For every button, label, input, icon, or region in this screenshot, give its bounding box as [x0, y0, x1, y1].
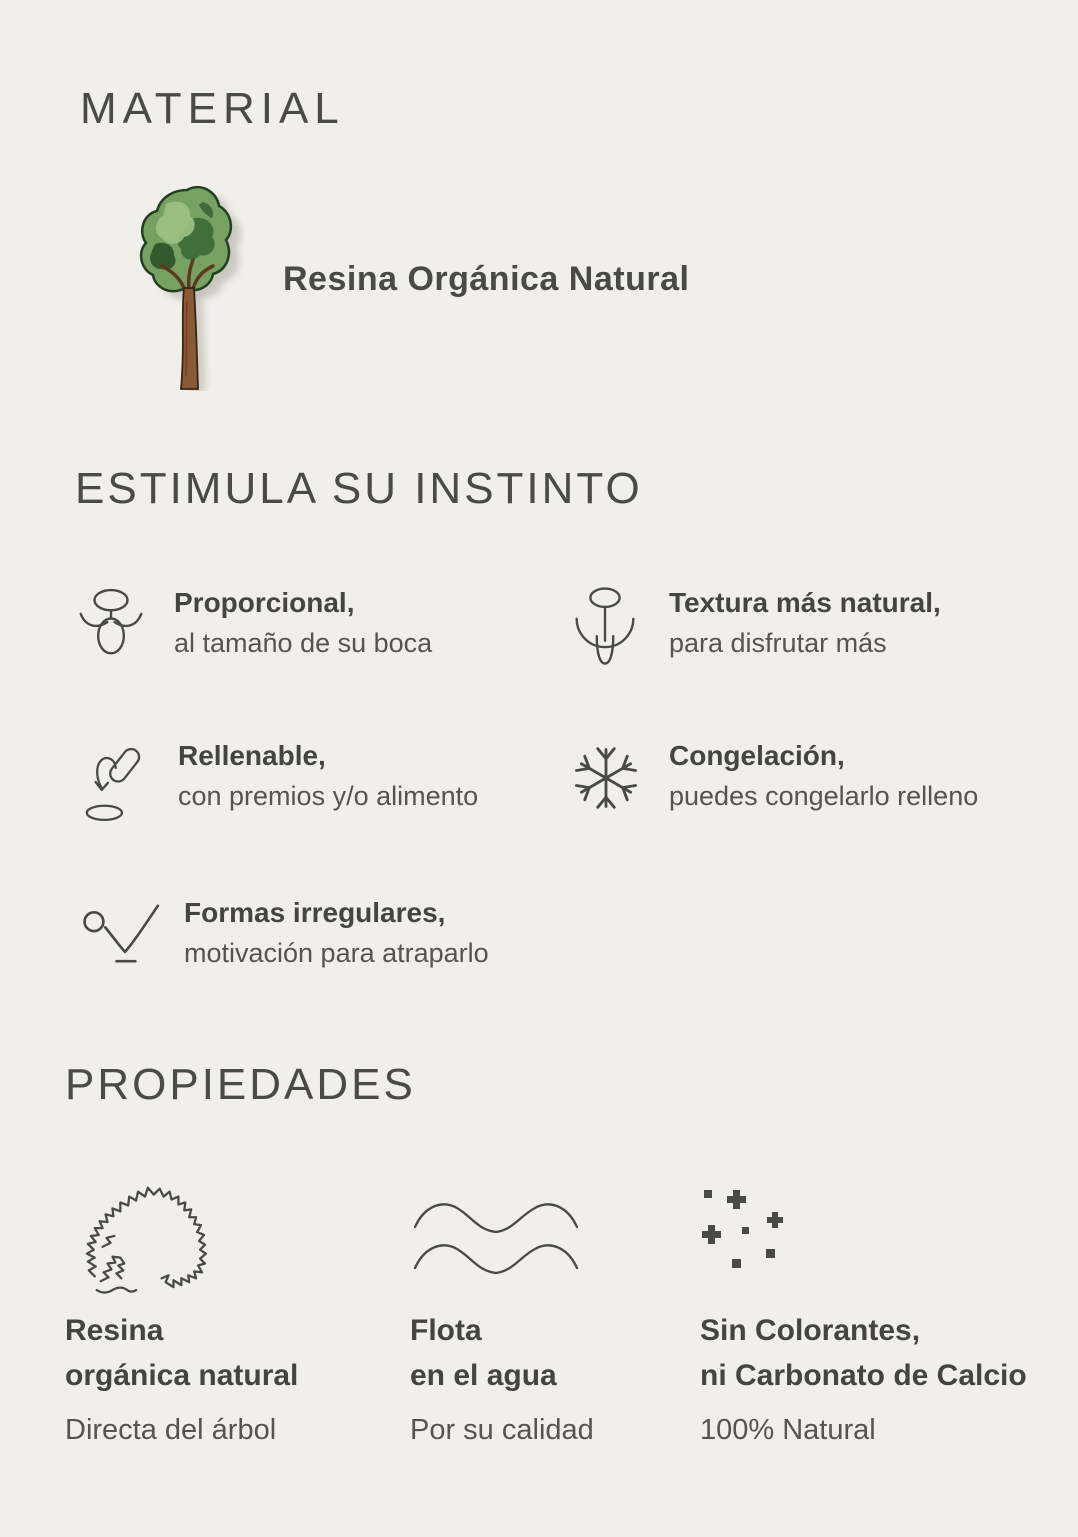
feature-subtitle: con premios y/o alimento	[178, 781, 479, 811]
property-title: Sin Colorantes, ni Carbonato de Calcio	[700, 1314, 1027, 1392]
feature-subtitle: motivación para atraparlo	[184, 938, 489, 968]
property-resin	[65, 1170, 410, 1447]
feature-subtitle: para disfrutar más	[669, 628, 887, 658]
feature-subtitle: al tamaño de su boca	[174, 628, 433, 658]
feature-texture	[573, 583, 1018, 676]
feature-proportional	[78, 583, 573, 676]
watercolor-tree-illustration	[133, 176, 245, 391]
resin-blob-outline-icon	[65, 1170, 410, 1308]
anchor-texture-icon	[573, 583, 657, 676]
material-label: Resina Orgánica Natural	[283, 260, 690, 298]
material-heading: MATERIAL	[80, 84, 345, 133]
property-subtitle: Por su calidad	[410, 1414, 594, 1446]
feature-refillable	[78, 736, 573, 833]
feature-irregular-shapes	[78, 893, 573, 981]
water-waves-icon	[410, 1170, 700, 1308]
property-floats	[410, 1170, 700, 1447]
feature-freezing	[573, 736, 1018, 833]
instinct-feature-list	[78, 583, 1018, 981]
bounce-catch-icon	[78, 893, 172, 978]
property-no-colorants	[700, 1170, 1045, 1447]
property-subtitle: Directa del árbol	[65, 1414, 277, 1446]
refillable-treat-icon	[78, 736, 166, 833]
instinct-heading: ESTIMULA SU INSTINTO	[75, 464, 643, 513]
feature-title: Congelación,	[669, 740, 845, 771]
snowflake-icon	[573, 736, 657, 825]
feature-title: Formas irregulares,	[184, 897, 446, 928]
properties-heading: PROPIEDADES	[65, 1060, 416, 1109]
feature-title: Textura más natural,	[669, 587, 941, 618]
properties-list	[65, 1170, 1045, 1447]
property-title: Resina orgánica natural	[65, 1314, 299, 1392]
feature-subtitle: puedes congelarlo relleno	[669, 781, 979, 811]
dog-snout-icon	[78, 583, 162, 670]
feature-title: Rellenable,	[178, 740, 326, 771]
property-title: Flota en el agua	[410, 1314, 557, 1392]
feature-title: Proporcional,	[174, 587, 355, 618]
property-subtitle: 100% Natural	[700, 1414, 876, 1446]
mineral-specks-icon	[700, 1170, 1045, 1308]
